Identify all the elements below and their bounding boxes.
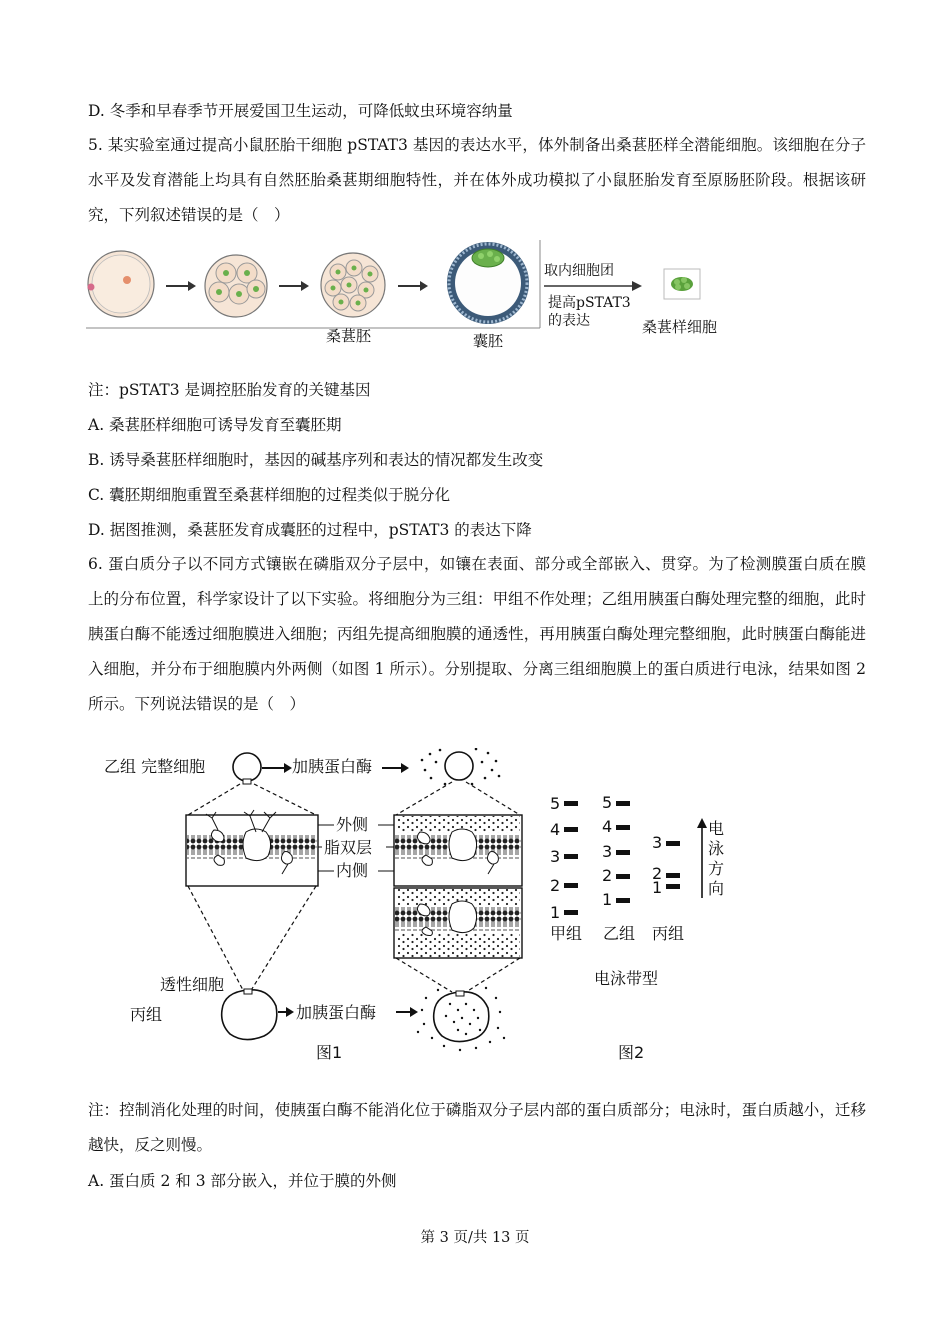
direction-char-3: 方 — [708, 859, 725, 878]
arrow-bing-1 — [278, 1007, 294, 1017]
blastocyst-label: 囊胚 — [473, 332, 504, 350]
blastocyst-embryo — [447, 242, 529, 324]
embryo-development-figure — [86, 240, 746, 352]
direction-char-2: 泳 — [708, 839, 725, 858]
figure-1-caption: 图1 — [316, 1043, 343, 1062]
q6-stem: 6. 蛋白质分子以不同方式镶嵌在磷脂双分子层中，如镶在表面、部分或全部嵌入、贯穿。为了检测膜蛋白质在膜上的分布位置，科学家设计了以下实验。将细胞分为三组：甲组不作处理；乙组用胰蛋白酶处理完整的细胞，此时胰蛋白酶不能透过细胞膜进入细胞；丙组先提高细胞膜的通透性，再用胰蛋白酶处理完整细胞，此时胰蛋白酶能进入细胞，并分布于细胞膜内外两侧（如图 1 所示）。分别提取、分离三组细胞膜上的蛋白质进行电泳，结果如图 2 所示。下列说法错误的是（ ） — [88, 555, 866, 713]
membrane-protein-figure — [100, 748, 740, 1070]
group-label-jia: 甲组 — [550, 924, 583, 943]
morula-label: 桑葚胚 — [326, 327, 372, 345]
arrow-1 — [166, 281, 196, 291]
step-take-icm: 取内细胞团 — [544, 263, 614, 279]
arrow-yi-2 — [382, 763, 409, 773]
q6-option-a: A. 蛋白质 2 和 3 部分嵌入，并位于膜的外侧 — [88, 1172, 397, 1190]
membrane-box-bing-digested — [394, 888, 522, 958]
yi-band-1: 1 — [602, 890, 613, 909]
figure-2-caption: 图2 — [618, 1043, 645, 1062]
yi-band-2: 2 — [602, 866, 613, 885]
membrane-box-intact — [186, 810, 318, 886]
arrow-2 — [279, 281, 309, 291]
morula-like-cells-label: 桑葚样细胞 — [642, 318, 718, 336]
arrow-bing-2 — [396, 1007, 418, 1017]
lipid-bilayer-label: 脂双层 — [324, 838, 373, 857]
intact-cell-top — [233, 753, 261, 784]
band-pattern-caption: 电泳带型 — [594, 969, 659, 988]
step-raise-pstat3-line2: 的表达 — [548, 313, 590, 329]
zoom-lines — [188, 782, 520, 992]
permeable-cell-label: 透性细胞 — [160, 975, 225, 994]
group-label-bing: 丙组 — [652, 924, 685, 943]
jia-band-1: 1 — [550, 903, 561, 922]
step-raise-pstat3-line1: 提高pSTAT3 — [548, 295, 631, 311]
permeable-cell-bottom — [222, 989, 277, 1040]
membrane-box-yi-digested — [394, 815, 522, 886]
electrophoresis-direction-arrow — [697, 818, 707, 898]
direction-char-4: 向 — [708, 879, 725, 898]
q5-note: 注：pSTAT3 是调控胚胎发育的关键基因 — [88, 381, 371, 399]
q4-option-d: D. 冬季和早春季节开展爱国卫生运动，可降低蚊虫环境容纳量 — [88, 102, 513, 120]
morula-like-cells — [664, 269, 700, 299]
long-arrow — [544, 281, 642, 291]
bing-band-2: 2 — [652, 864, 663, 883]
yi-band-4: 4 — [602, 817, 613, 836]
jia-band-2: 2 — [550, 876, 561, 895]
morula-embryo — [321, 253, 385, 317]
q5-option-a: A. 桑葚胚样细胞可诱导发育至囊胚期 — [88, 416, 342, 434]
inside-label: 内侧 — [336, 861, 369, 880]
q5-option-b: B. 诱导桑葚胚样细胞时，基因的碱基序列和表达的情况都发生改变 — [88, 451, 544, 469]
bing-band-1: 1 — [652, 878, 663, 897]
digested-cell-bottom — [417, 987, 505, 1051]
outside-label: 外侧 — [336, 815, 369, 834]
direction-char-1: 电 — [708, 819, 725, 838]
arrow-3 — [398, 281, 428, 291]
q5-option-c: C. 囊胚期细胞重置至桑葚样细胞的过程类似于脱分化 — [88, 486, 451, 504]
jia-band-3: 3 — [550, 847, 561, 866]
q5-stem: 5. 某实验室通过提高小鼠胚胎干细胞 pSTAT3 基因的表达水平，体外制备出桑葚胚样全潜能细胞。该细胞在分子水平及发育潜能上均具有自然胚胎桑葚期细胞特性，并在体外成功模拟了小鼠胚胎发育至原肠胚阶段。根据该研究，下列叙述错误的是（ ） — [88, 136, 866, 224]
q5-option-d: D. 据图推测，桑葚胚发育成囊胚的过程中，pSTAT3 的表达下降 — [88, 521, 532, 539]
group-label-yi: 乙组 — [603, 924, 636, 943]
q6-note: 注：控制消化处理的时间，使胰蛋白酶不能消化位于磷脂双分子层内部的蛋白质部分；电泳时，蛋白质越小，迁移越快，反之则慢。 — [88, 1101, 866, 1154]
bing-group-label: 丙组 — [130, 1005, 163, 1024]
yi-group-intact-cell-label: 乙组 完整细胞 — [104, 757, 206, 776]
yi-band-3: 3 — [602, 842, 613, 861]
add-trypsin-bottom-label: 加胰蛋白酶 — [296, 1003, 377, 1022]
yi-band-5: 5 — [602, 793, 613, 812]
zygote-cell — [88, 251, 155, 317]
jia-band-4: 4 — [550, 820, 561, 839]
digested-cell-top — [421, 748, 501, 785]
band-marks — [564, 801, 680, 915]
add-trypsin-top-label: 加胰蛋白酶 — [292, 757, 373, 776]
eight-cell-embryo — [205, 255, 267, 317]
jia-band-5: 5 — [550, 794, 561, 813]
arrow-yi-1 — [262, 763, 292, 773]
page-footer: 第 3 页/共 13 页 — [420, 1230, 530, 1246]
bing-band-3: 3 — [652, 833, 663, 852]
